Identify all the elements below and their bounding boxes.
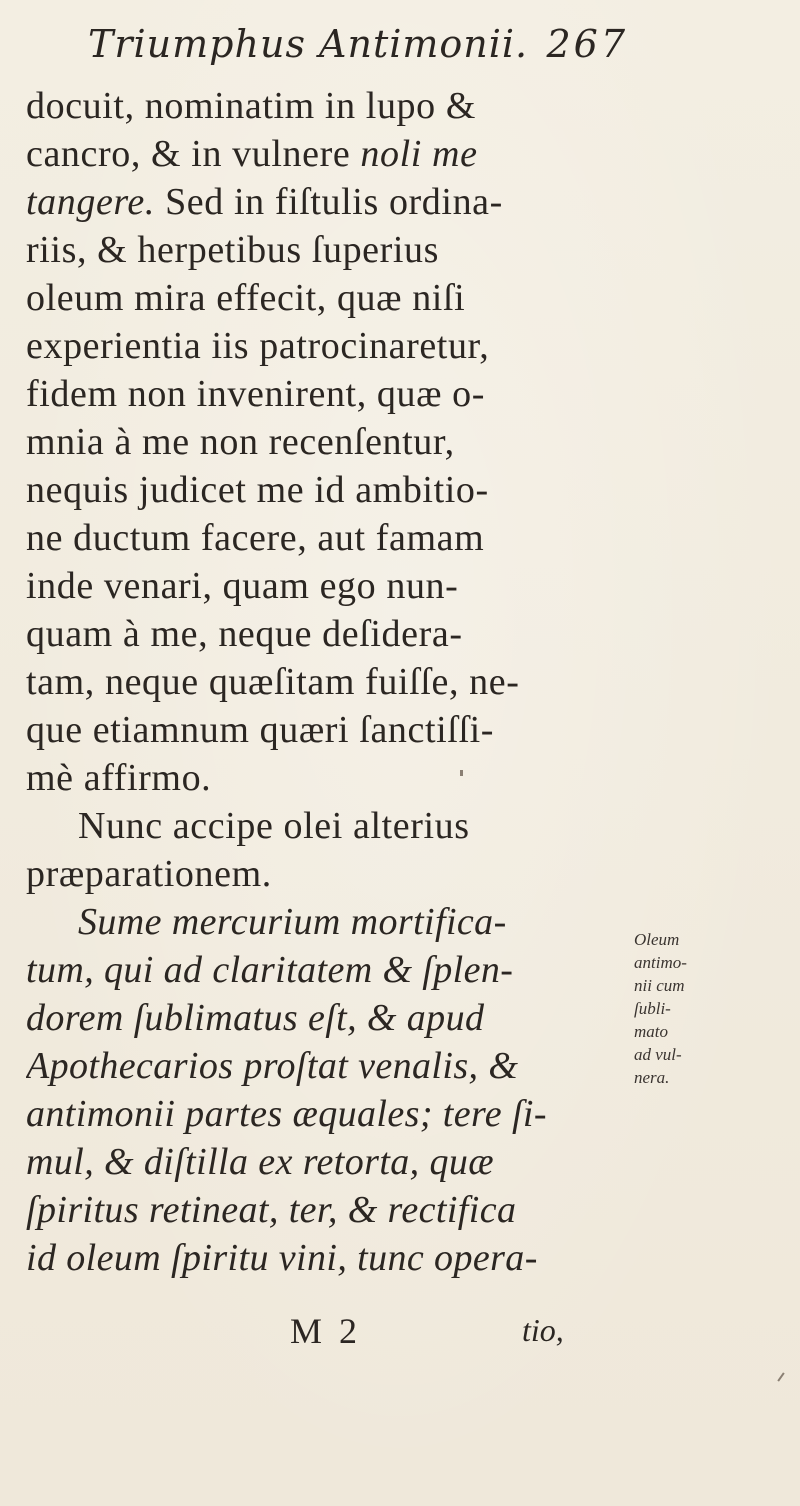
running-header [88, 22, 628, 72]
margin-note-line: ſubli- [634, 999, 671, 1018]
text-line: ne ductum facere, aut famam [26, 517, 485, 559]
text-line: quam à me, neque deſidera- [26, 613, 463, 655]
margin-note-line: ad vul- [634, 1045, 682, 1064]
signature-mark: M 2 [290, 1311, 362, 1351]
recipe-line: tum, qui ad claritatem & ſplen- [26, 949, 514, 991]
recipe-line: mul, & diſtilla ex retorta, quæ [26, 1141, 495, 1183]
italic-phrase: noli me [360, 133, 478, 175]
paper-speck [777, 1372, 784, 1381]
page-footer [290, 1310, 610, 1360]
paper-speck [460, 770, 463, 776]
text-line: docuit, nominatim in lupo & [26, 85, 477, 127]
margin-note-line: nera. [634, 1068, 670, 1087]
text-line: præparationem. [26, 853, 272, 895]
margin-note-line: nii cum [634, 976, 685, 995]
margin-note-line: Oleum [634, 930, 680, 949]
text-line: oleum mira effecit, quæ niſi [26, 277, 466, 319]
text-line: tam, neque quæſitam fuiſſe, ne- [26, 661, 520, 703]
main-text [26, 82, 626, 1282]
recipe-line: ſpiritus retineat, ter, & rectifica [26, 1189, 517, 1231]
text-line-part: Sed in fiſtulis ordina- [154, 181, 503, 223]
text-line: que etiamnum quæri ſanctiſſi- [26, 709, 495, 751]
text-line: mè affirmo. [26, 757, 212, 799]
text-line: mnia à me non recenſentur, [26, 421, 455, 463]
page-number: 267 [546, 22, 628, 66]
recipe-line: antimonii partes æquales; tere ſi- [26, 1093, 547, 1135]
recipe-line: id oleum ſpiritu vini, tunc opera- [26, 1237, 538, 1279]
recipe-line: Sume mercurium mortifica- [78, 901, 507, 943]
text-line: inde venari, quam ego nun- [26, 565, 459, 607]
italic-phrase: tangere. [26, 181, 155, 223]
recipe-line: Apothecarios proſtat venalis, & [26, 1045, 519, 1087]
text-line: riis, & herpetibus ſuperius [26, 229, 440, 271]
marginal-note [634, 928, 754, 1089]
catchword: tio, [522, 1312, 564, 1348]
text-line: experientia iis patrocinaretur, [26, 325, 490, 367]
margin-note-line: mato [634, 1022, 668, 1041]
running-title: Triumphus Antimonii. [88, 22, 529, 66]
text-line [26, 178, 626, 226]
margin-note-line: antimo- [634, 953, 687, 972]
text-line-part: cancro, & in vulnere [26, 133, 351, 175]
recipe-line: dorem ſublimatus eſt, & apud [26, 997, 485, 1039]
text-line: fidem non invenirent, quæ o- [26, 373, 485, 415]
text-line: nequis judicet me id ambitio- [26, 469, 489, 511]
text-line: Nunc accipe olei alterius [78, 805, 470, 847]
text-line [26, 130, 626, 178]
